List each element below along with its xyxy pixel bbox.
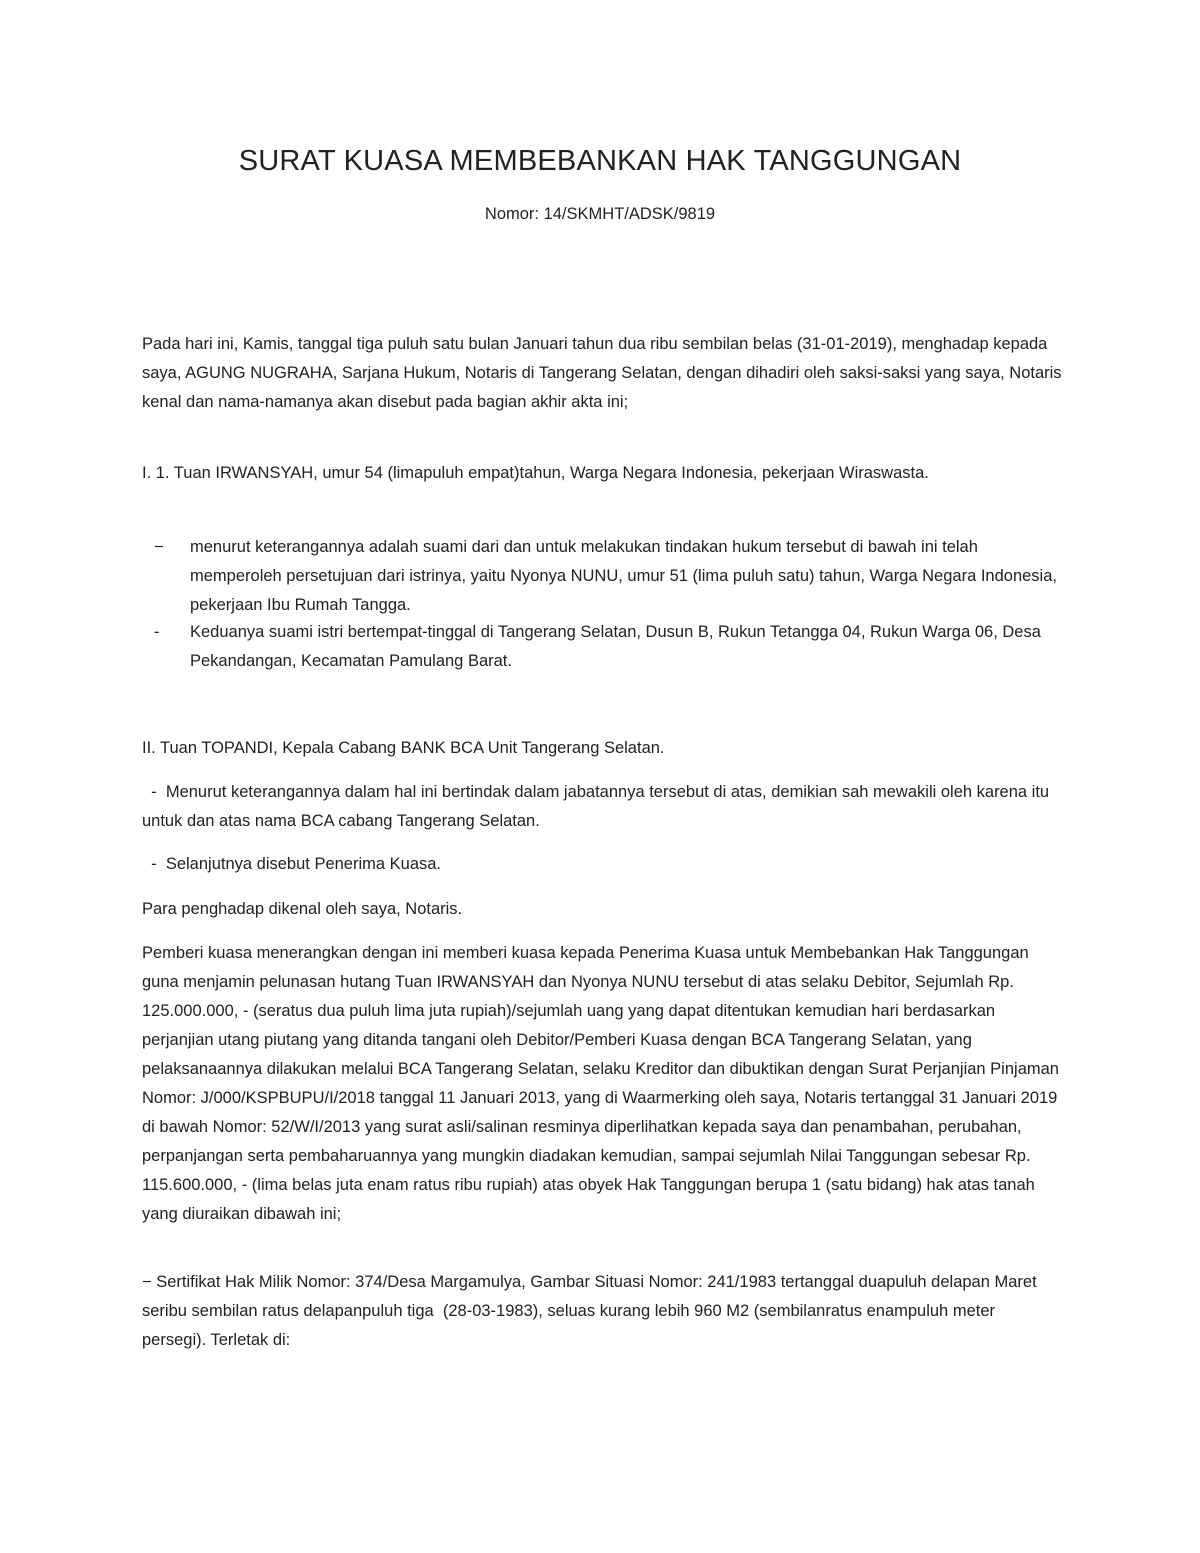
document-title: SURAT KUASA MEMBEBANKAN HAK TANGGUNGAN — [238, 145, 962, 177]
bullet-mark: − — [154, 538, 164, 556]
bullet-text: Keduanya suami istri bertempat-tinggal di Tangerang Selatan, Dusun B, Rukun Tetangga 04, Rukun Warga 06, Desa Pekandangan, Kecamatan Pamulang Barat. — [190, 623, 1041, 670]
party-one-paragraph: I. 1. Tuan IRWANSYAH, umur 54 (limapuluh empat)tahun, Warga Negara Indonesia, pekerjaan Wiraswasta. — [142, 464, 929, 482]
bullet-mark: - — [154, 623, 160, 641]
party-one-bullet-1 — [142, 533, 1062, 620]
party-two-bullet-1: - Menurut keterangannya dalam hal ini bertindak dalam jabatannya tersebut di atas, demikian sah mewakili oleh karena itu untuk dan atas nama BCA cabang Tangerang Selatan. — [142, 783, 1054, 830]
bullet-text: menurut keterangannya adalah suami dari dan untuk melakukan tindakan hukum tersebut di bawah ini telah memperoleh persetujuan dari istrinya, yaitu Nyonya NUNU, umur 51 (lima puluh satu) tahun, Warga Negara Indonesia, pekerjaan Ibu Rumah Tangga. — [190, 538, 1057, 614]
party-two-paragraph: II. Tuan TOPANDI, Kepala Cabang BANK BCA Unit Tangerang Selatan. — [142, 739, 665, 757]
party-one-bullet-2 — [142, 618, 1062, 676]
certificate-paragraph: − Sertifikat Hak Milik Nomor: 374/Desa Margamulya, Gambar Situasi Nomor: 241/1983 tertanggal duapuluh delapan Maret seribu sembilan ratus delapanpuluh tiga (28-03-1983), seluas kurang lebih 960 M2 (sembilanratus enampuluh meter persegi). Terletak di: — [142, 1273, 1042, 1349]
party-two-bullet-2: - Selanjutnya disebut Penerima Kuasa. — [142, 855, 442, 873]
document-number: Nomor: 14/SKMHT/ADSK/9819 — [484, 205, 716, 223]
opening-paragraph: Pada hari ini, Kamis, tanggal tiga puluh satu bulan Januari tahun dua ribu sembilan belas (31-01-2019), menghadap kepada saya, AGUNG NUGRAHA, Sarjana Hukum, Notaris di Tangerang Selatan, dengan dihadiri oleh saksi-saksi yang saya, Notaris kenal dan nama-namanya akan disebut pada bagian akhir akta ini; — [142, 335, 1062, 411]
main-clause-paragraph: Pemberi kuasa menerangkan dengan ini memberi kuasa kepada Penerima Kuasa untuk Membebankan Hak Tanggungan guna menjamin pelunasan hutang Tuan IRWANSYAH dan Nyonya NUNU tersebut di atas selaku Debitor, Sejumlah Rp. 125.000.000, - (seratus dua puluh lima juta rupiah)/sejumlah uang yang dapat ditentukan kemudian hari berdasarkan perjanjian utang piutang yang ditanda tangani oleh Debitor/Pemberi Kuasa dengan BCA Tangerang Selatan, yang pelaksanaannya dilakukan melalui BCA Tangerang Selatan, selaku Kreditor dan dibuktikan dengan Surat Perjanjian Pinjaman Nomor: J/000/KSPBUPU/I/2018 tanggal 11 Januari 2013, yang di Waarmerking oleh saya, Notaris tertanggal 31 Januari 2019 di bawah Nomor: 52/W/I/2013 yang surat asli/salinan resminya diperlihatkan kepada saya dan penambahan, perubahan, perpanjangan serta pembaharuannya yang mungkin diadakan kemudian, sampai sejumlah Nilai Tanggungan sebesar Rp. 115.600.000, - (lima belas juta enam ratus ribu rupiah) atas obyek Hak Tanggungan berupa 1 (satu bidang) hak atas tanah yang diuraikan dibawah ini; — [142, 944, 1059, 1223]
known-paragraph: Para penghadap dikenal oleh saya, Notaris. — [142, 900, 463, 918]
